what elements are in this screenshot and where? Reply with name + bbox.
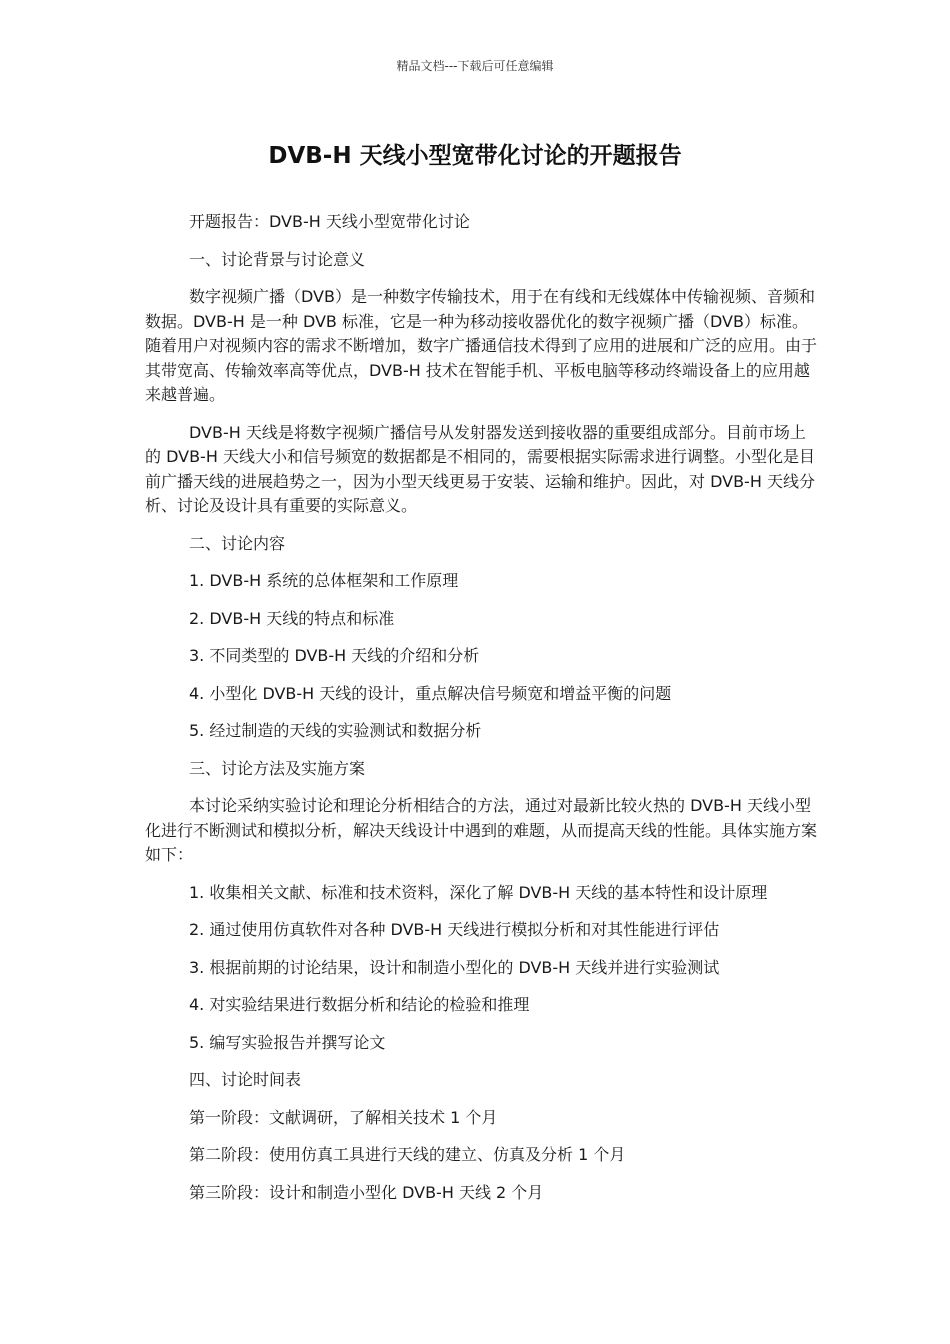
section-heading: 二、讨论内容 <box>189 533 286 553</box>
body-paragraph: 本讨论采纳实验讨论和理论分析相结合的方法，通过对最新比较火热的 DVB-H 天线小型化进行不断测试和模拟分析，解决天线设计中遇到的难题，从而提高天线的性能。具体实施方案如下： <box>145 796 818 864</box>
list-item: 2. 通过使用仿真软件对各种 DVB-H 天线进行模拟分析和对其性能进行评估 <box>189 920 720 939</box>
body-paragraph: 数字视频广播（DVB）是一种数字传输技术，用于在有线和无线媒体中传输视频、音频和数据。DVB-H 是一种 DVB 标准，它是一种为移动接收器优化的数字视频广播（DVB）标准。随着用户对视频内容的需求不断增加，数字广播通信技术得到了应用的进展和广泛的应用。由于其带宽高、传输效率高等优点，DVB-H 技术在智能手机、平板电脑等移动终端设备上的应用越来越普遍。 <box>145 287 818 404</box>
list-item: 3. 不同类型的 DVB-H 天线的介绍和分析 <box>189 646 480 665</box>
section-heading: 三、讨论方法及实施方案 <box>189 758 366 778</box>
page-header: 精品文档---下载后可任意编辑 <box>396 59 554 73</box>
section-heading: 一、讨论背景与讨论意义 <box>189 249 366 269</box>
report-subject: 开题报告：DVB-H 天线小型宽带化讨论 <box>189 212 470 231</box>
list-item: 4. 对实验结果进行数据分析和结论的检验和推理 <box>189 995 530 1014</box>
body-paragraph: DVB-H 天线是将数字视频广播信号从发射器发送到接收器的重要组成部分。目前市场上的 DVB-H 天线大小和信号频宽的数据都是不相同的，需要根据实际需求进行调整。小型化是目前广播天线的进展趋势之一，因为小型天线更易于安装、运输和维护。因此，对 DVB-H 天线分析、讨论及设计具有重要的实际意义。 <box>145 422 815 515</box>
document-title: DVB-H 天线小型宽带化讨论的开题报告 <box>268 143 682 169</box>
schedule-item: 第三阶段：设计和制造小型化 DVB-H 天线 2 个月 <box>189 1182 544 1202</box>
list-item: 4. 小型化 DVB-H 天线的设计，重点解决信号频宽和增益平衡的问题 <box>189 683 672 703</box>
list-item: 5. 编写实验报告并撰写论文 <box>189 1032 386 1052</box>
list-item: 1. DVB-H 系统的总体框架和工作原理 <box>189 571 459 590</box>
schedule-item: 第二阶段：使用仿真工具进行天线的建立、仿真及分析 1 个月 <box>189 1145 626 1164</box>
list-item: 1. 收集相关文献、标准和技术资料，深化了解 DVB-H 天线的基本特性和设计原理 <box>189 882 768 902</box>
schedule-item: 第一阶段：文献调研，了解相关技术 1 个月 <box>189 1107 498 1127</box>
section-heading: 四、讨论时间表 <box>189 1070 302 1089</box>
list-item: 5. 经过制造的天线的实验测试和数据分析 <box>189 721 482 740</box>
list-item: 3. 根据前期的讨论结果，设计和制造小型化的 DVB-H 天线并进行实验测试 <box>189 957 720 977</box>
list-item: 2. DVB-H 天线的特点和标准 <box>189 608 395 628</box>
document-body <box>145 210 817 1218</box>
